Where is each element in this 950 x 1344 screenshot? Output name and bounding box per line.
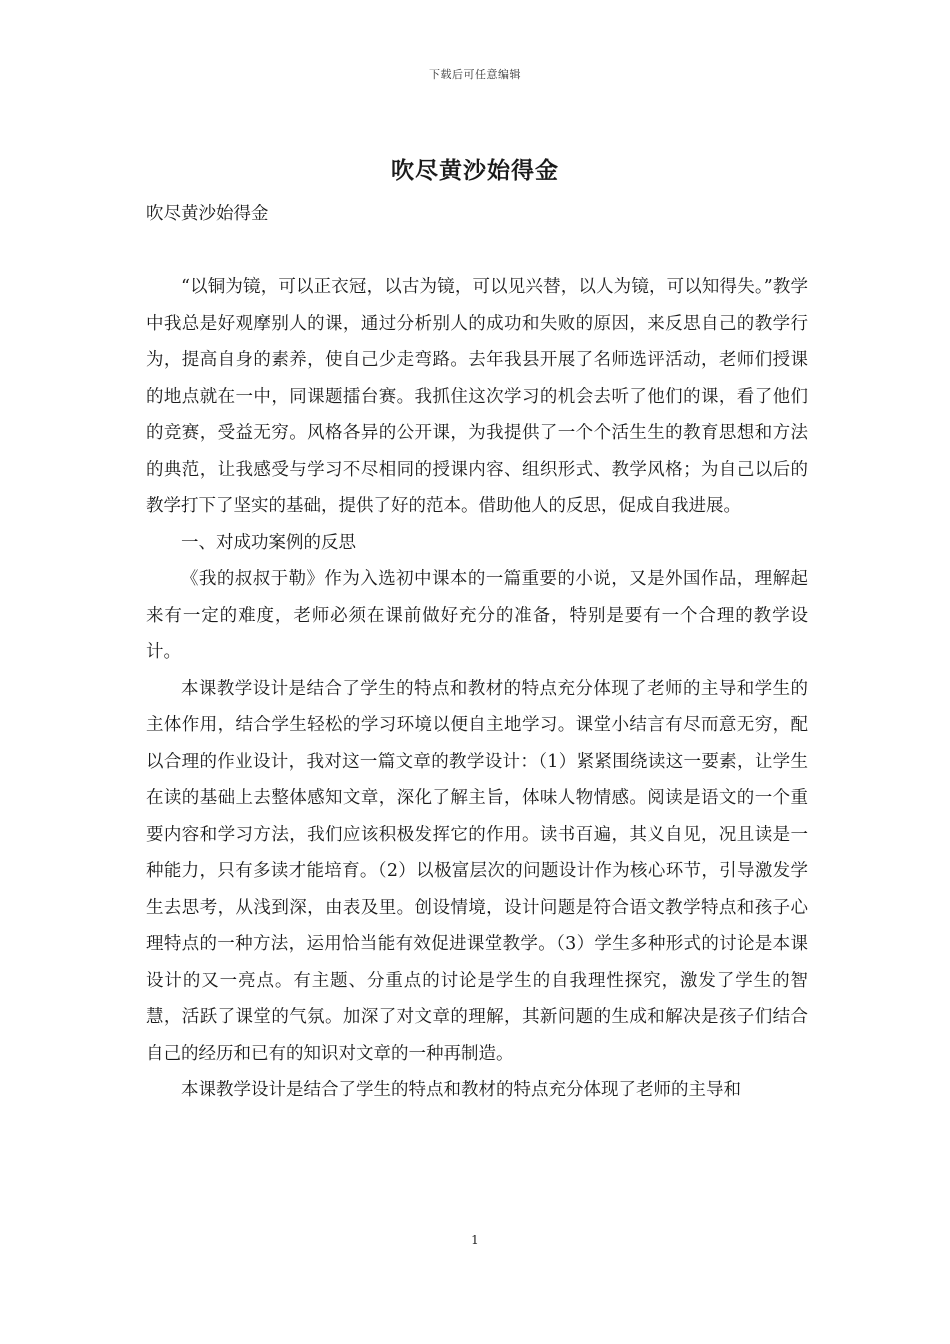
page-number: 1 — [471, 1233, 479, 1247]
document-body — [146, 196, 808, 1109]
section-heading: 一、对成功案例的反思 — [181, 532, 356, 553]
paragraph-intro: “以铜为镜，可以正衣冠，以古为镜，可以见兴替，以人为镜，可以知得失。”教学中我总是好观摩别人的课，通过分析别人的成功和失败的原因，来反思自己的教学行为，提高自身的素养，使自己少走弯路。去年我县开展了名师选评活动，老师们授课的地点就在一中，同课题擂台赛。我抓住这次学习的机会去听了他们的课，看了他们的竞赛，受益无穷。风格各异的公开课，为我提供了一个个活生生的教育思想和方法的典范，让我感受与学习不尽相同的授课内容、组织形式、教学风格；为自己以后的教学打下了坚实的基础，提供了好的范本。借助他人的反思，促成自我进展。 — [146, 277, 808, 516]
document-subtitle: 吹尽黄沙始得金 — [146, 204, 269, 224]
paragraph-design-continued: 本课教学设计是结合了学生的特点和教材的特点充分体现了老师的主导和 — [181, 1080, 741, 1100]
document-title: 吹尽黄沙始得金 — [391, 157, 559, 184]
header-note: 下载后可任意编辑 — [429, 68, 521, 81]
paragraph-novel: 《我的叔叔于勒》作为入选初中课本的一篇重要的小说，又是外国作品，理解起来有一定的难度，老师必须在课前做好充分的准备，特别是要有一个合理的教学设计。 — [146, 569, 808, 662]
paragraph-design: 本课教学设计是结合了学生的特点和教材的特点充分体现了老师的主导和学生的主体作用，结合学生轻松的学习环境以便自主地学习。课堂小结言有尽而意无穷，配以合理的作业设计，我对这一篇文章的教学设计：（1）紧紧围绕读这一要素，让学生在读的基础上去整体感知文章，深化了解主旨，体味人物情感。阅读是语文的一个重要内容和学习方法，我们应该积极发挥它的作用。读书百遍，其义自见，况且读是一种能力，只有多读才能培育。（2）以极富层次的问题设计作为核心环节，引导激发学生去思考，从浅到深，由表及里。创设情境，设计问题是符合语文教学特点和孩子心理特点的一种方法，运用恰当能有效促进课堂教学。（3）学生多种形式的讨论是本课设计的又一亮点。有主题、分重点的讨论是学生的自我理性探究，激发了学生的智慧，活跃了课堂的气氛。加深了对文章的理解，其新问题的生成和解决是孩子们结合自己的经历和已有的知识对文章的一种再制造。 — [146, 678, 808, 1064]
